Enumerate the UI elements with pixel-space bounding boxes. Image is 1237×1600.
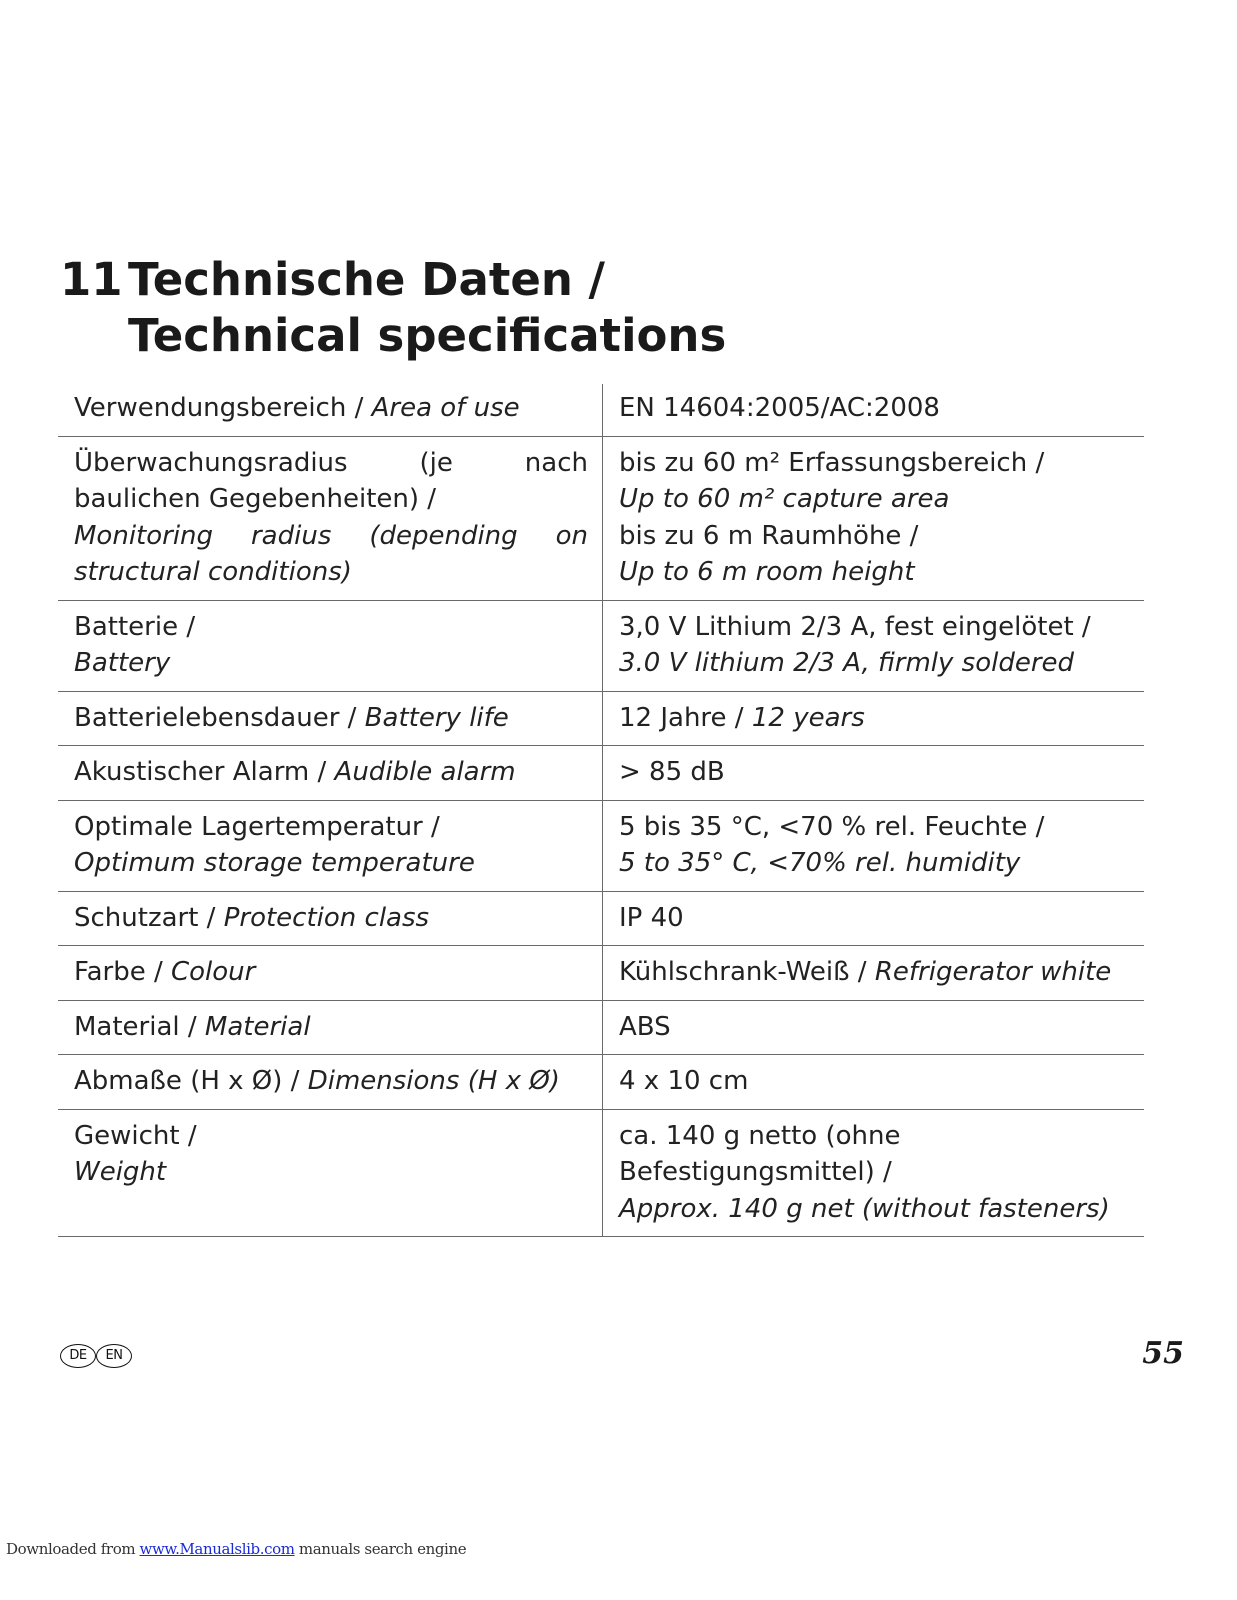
german-text: 12 Jahre / [619, 702, 752, 733]
german-text: 5 bis 35 °C, <70 % rel. Feuchte / [619, 811, 1045, 842]
spec-value-cell [603, 746, 1145, 801]
english-text: 3.0 V lithium 2/3 A, firmly soldered [619, 648, 1075, 678]
english-text: Dimensions (H x Ø) [307, 1066, 560, 1096]
german-text: Akustischer Alarm / [74, 757, 335, 787]
spec-label-cell [58, 384, 603, 436]
english-text: Battery [74, 648, 171, 678]
spec-row [58, 600, 1144, 691]
english-text: Refrigerator white [874, 957, 1112, 987]
spec-row [58, 891, 1144, 946]
download-footer [6, 1540, 466, 1558]
german-text: IP 40 [619, 902, 684, 933]
spec-value-cell [603, 436, 1145, 600]
english-text: Approx. 140 g net (without fasteners) [619, 1193, 1110, 1224]
spec-row [58, 946, 1144, 1001]
language-badge-en: EN [96, 1344, 132, 1368]
footer-suffix: manuals search engine [294, 1540, 467, 1558]
english-text: Monitoring radius (depending on structural conditions) [74, 520, 588, 587]
spec-row [58, 384, 1144, 436]
german-text: bis zu 60 m² Erfassungsbereich / [619, 447, 1045, 478]
german-text: ca. 140 g netto (ohne Befestigungsmittel) / [619, 1120, 901, 1187]
german-text: bis zu 6 m Raumhöhe / [619, 520, 919, 551]
spec-row [58, 436, 1144, 600]
german-text: Optimale Lagertemperatur / [74, 811, 440, 842]
spec-value-cell [603, 600, 1145, 691]
manualslib-link[interactable]: www.Manualslib.com [139, 1540, 295, 1558]
spec-row [58, 800, 1144, 891]
spec-table [58, 384, 1144, 1237]
english-text: Battery life [364, 702, 509, 733]
spec-label-cell [58, 691, 603, 746]
german-text: EN 14604:2005/AC:2008 [619, 393, 940, 423]
spec-row [58, 1000, 1144, 1055]
spec-value-cell [603, 1000, 1145, 1055]
page-number: 55 [1142, 1336, 1184, 1371]
german-text: 4 x 10 cm [619, 1066, 749, 1096]
spec-label-cell [58, 1109, 603, 1237]
spec-label-cell [58, 891, 603, 946]
language-badges [60, 1344, 132, 1368]
german-text: Material / [74, 1011, 205, 1042]
english-text: 12 years [751, 702, 865, 733]
footer-prefix: Downloaded from [6, 1540, 140, 1558]
english-text: Area of use [371, 393, 520, 423]
english-text: Audible alarm [334, 757, 516, 787]
section-number: 11 [60, 253, 123, 306]
spec-label-cell [58, 1000, 603, 1055]
english-text: Material [204, 1011, 311, 1042]
spec-value-cell [603, 946, 1145, 1001]
german-text: Schutzart / [74, 902, 224, 933]
spec-value-cell [603, 691, 1145, 746]
spec-row [58, 746, 1144, 801]
german-text: Farbe / [74, 957, 171, 987]
english-text: 5 to 35° C, <70% rel. humidity [619, 848, 1021, 878]
german-text: Abmaße (H x Ø) / [74, 1066, 308, 1096]
german-text: Batterielebensdauer / [74, 702, 365, 733]
spec-row [58, 1109, 1144, 1237]
german-text: Überwachungsradius (je nach baulichen Gegebenheiten) / [74, 447, 588, 514]
english-text: Weight [74, 1157, 167, 1187]
english-text: Protection class [223, 902, 430, 933]
spec-value-cell [603, 1109, 1145, 1237]
spec-row [58, 691, 1144, 746]
section-heading [60, 252, 726, 364]
spec-row [58, 1055, 1144, 1110]
german-text: Verwendungsbereich / [74, 393, 372, 423]
english-text: Colour [170, 957, 256, 987]
spec-label-cell [58, 600, 603, 691]
german-text: Gewicht / [74, 1120, 197, 1151]
spec-label-cell [58, 746, 603, 801]
spec-label-cell [58, 1055, 603, 1110]
german-text: Batterie / [74, 611, 196, 642]
spec-label-cell [58, 800, 603, 891]
heading-line-english: Technical specifications [128, 309, 727, 362]
language-badge-de: DE [60, 1344, 96, 1368]
german-text: Kühlschrank-Weiß / [619, 957, 875, 987]
spec-value-cell [603, 384, 1145, 436]
german-text: 3,0 V Lithium 2/3 A, fest eingelötet / [619, 611, 1091, 642]
german-text: ABS [619, 1011, 671, 1042]
heading-line-german: Technische Daten / [128, 253, 605, 306]
spec-value-cell [603, 800, 1145, 891]
english-text: Up to 60 m² capture area [619, 484, 950, 514]
spec-value-cell [603, 1055, 1145, 1110]
spec-label-cell [58, 946, 603, 1001]
english-text: Up to 6 m room height [619, 557, 915, 587]
german-text: > 85 dB [619, 757, 725, 787]
spec-label-cell [58, 436, 603, 600]
spec-value-cell [603, 891, 1145, 946]
english-text: Optimum storage temperature [74, 848, 475, 878]
